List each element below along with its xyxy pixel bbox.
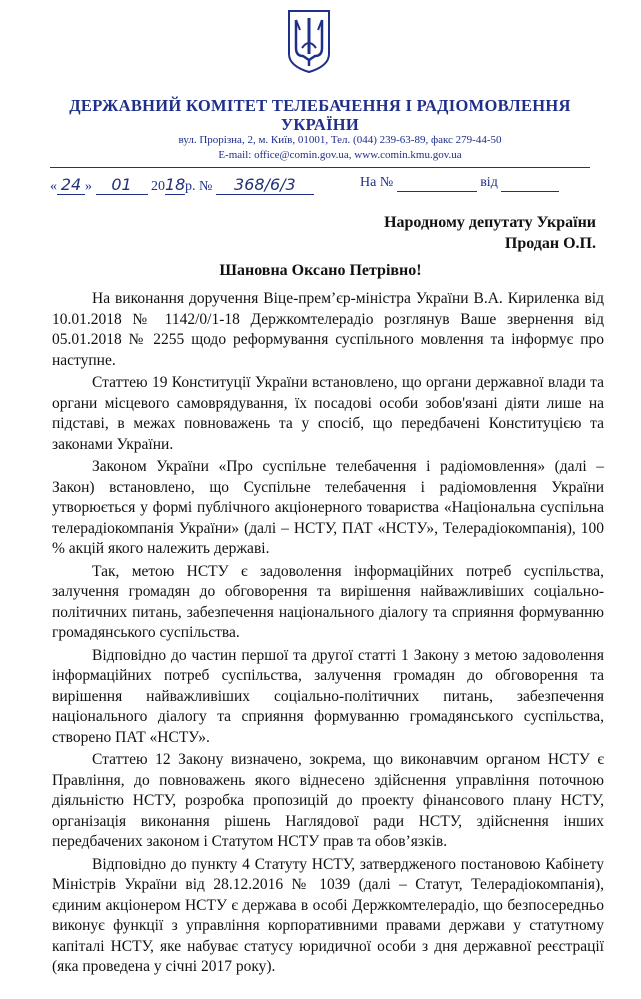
paragraph: На виконання доручення Віце-прем’єр-міністра України В.А. Кириленка від 10.01.2018 № 1142/0/1-18 Держкомтелерадіо розглянув Ваше звернення від 05.01.2018 № 2255 щодо реформування суспільного мовлення та інформує про наступне.	[52, 290, 604, 369]
organization-address: вул. Прорізна, 2, м. Київ, 01001, Тел. (044) 239-63-89, факс 279-44-50	[178, 134, 502, 146]
organization-contacts: E-mail: office@comin.gov.ua, www.comin.kmu.gov.ua	[218, 149, 462, 161]
paragraph: Відповідно до пункту 4 Статуту НСТУ, затвердженого постановою Кабінету Міністрів України від 28.12.2016 № 1039 (далі – Статут, Телерадіокомпанія), єдиним акціонером НСТУ є держава в особі Держкомтелерадіо, що безпосередньо виконує функції з управління корпоративними правами держави у статутному капіталі НСТУ, яке набуває статусу юридичної особи з дня державної реєстрації (яка проведена у січні 2017 року).	[52, 855, 604, 975]
incoming-number-blank	[397, 175, 477, 192]
paragraph: Законом України «Про суспільне телебачення і радіомовлення» (далі – Закон) встановлено, що Суспільне телебачення і радіомовлення України утворюється у формі публічного акціонерного товариства «Національна суспільна телерадіокомпанія України» (далі – НСТУ, ПАТ «НСТУ», Телерадіокомпанія), 100 % акцій якого належить державі.	[52, 458, 604, 557]
reg-day: 24	[57, 175, 85, 195]
paragraph: Статтею 12 Закону визначено, зокрема, що виконавчим органом НСТУ є Правління, до повноважень якого віднесено здійснення управління поточною діяльністю НСТУ, розробка пропозицій до проекту фінансового плану НСТУ, організація виконання рішень Наглядової ради НСТУ, здійснення інших передбачених законом і Статутом НСТУ прав та обов’язків.	[52, 751, 604, 850]
incoming-reference: На № від	[360, 175, 559, 192]
paragraph: Так, метою НСТУ є задоволення інформаційних потреб суспільства, залучення громадян до обговорення та вирішення найважливіших соціально-політичних питань, забезпечення національного діалогу та сприяння формуванню громадянського суспільства.	[52, 562, 604, 641]
reg-number: 368/6/3	[216, 175, 314, 195]
paragraph: Статтею 19 Конституції України встановлено, що органи державної влади та органи місцевого самоврядування, їх посадові особи зобов'язані діяти лише на підставі, в межах повноважень та у спосіб, що передбачені Конституцією та законами України.	[52, 374, 604, 453]
reg-month: 01	[96, 175, 148, 195]
organization-name-line2: УКРАЇНИ	[280, 115, 360, 134]
coat-of-arms-icon	[286, 8, 332, 74]
salutation: Шановна Оксано Петрівно!	[219, 262, 422, 279]
incoming-date-blank	[501, 175, 559, 192]
recipient-name: Продан О.П.	[504, 235, 596, 252]
recipient-title: Народному депутату України	[384, 214, 596, 231]
reg-year: 18	[165, 175, 186, 194]
letter-body	[52, 289, 604, 980]
organization-name: ДЕРЖАВНИЙ КОМІТЕТ ТЕЛЕБАЧЕННЯ І РАДІОМОВЛЕННЯ	[69, 96, 571, 115]
header-divider	[50, 167, 590, 168]
paragraph: Відповідно до частин першої та другої статті 1 Закону з метою задоволення інформаційних потреб суспільства, залучення громадян до обговорення та вирішення найважливіших соціально-політичних питань, забезпечення національного діалогу та сприяння формуванню громадянського суспільства, створено ПАТ «НСТУ».	[52, 646, 604, 746]
outgoing-registration: « 24 » 01 2018р. № 368/6/3	[50, 175, 314, 195]
